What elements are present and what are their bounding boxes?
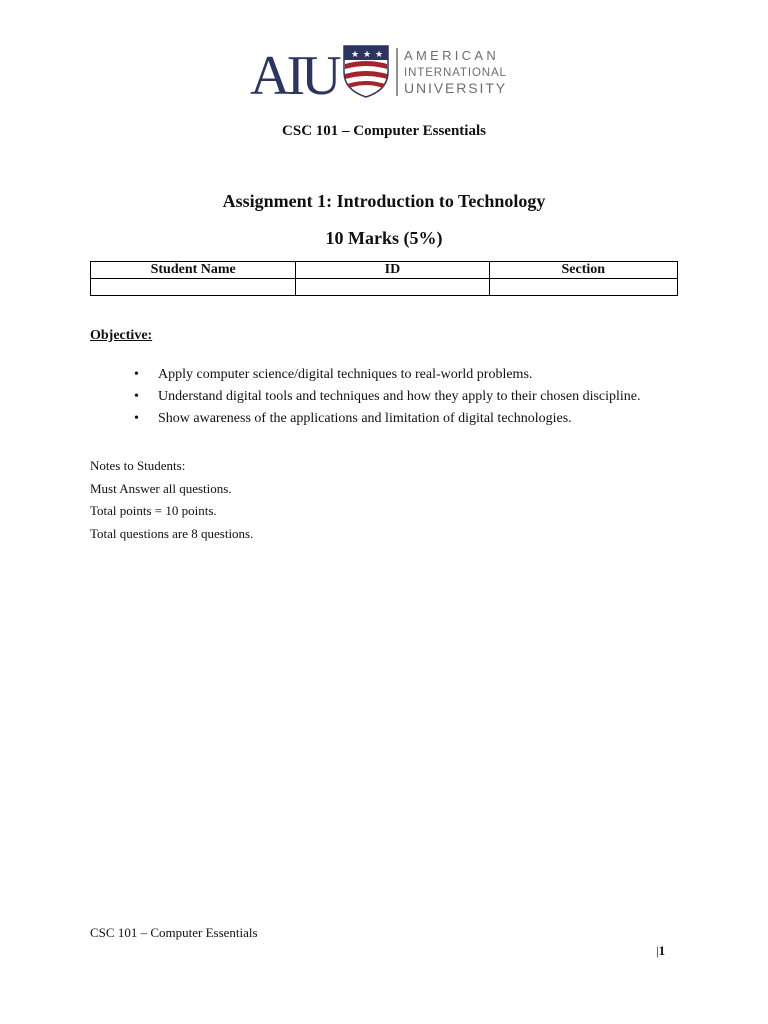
list-item <box>90 365 641 387</box>
list-item <box>90 409 641 431</box>
section-cell[interactable] <box>489 279 677 296</box>
logo-line-university: UNIVERSITY <box>404 80 508 96</box>
notes-line: Must Answer all questions. <box>90 480 232 496</box>
bullet-icon: • <box>134 367 139 382</box>
objective-heading: Objective: <box>90 328 153 343</box>
objective-text: Show awareness of the applications and limitation of digital technologies. <box>158 411 572 426</box>
table-row <box>91 279 678 296</box>
logo-line-american: AMERICAN <box>404 48 500 63</box>
table-header-row <box>91 262 678 279</box>
objective-text: Apply computer science/digital techniques to real-world problems. <box>158 367 533 382</box>
notes-section <box>90 455 253 545</box>
assignment-title: Assignment 1: Introduction to Technology <box>222 191 546 211</box>
logo-mark: AIU <box>250 45 338 100</box>
bullet-icon: • <box>134 411 139 426</box>
shield-icon <box>344 46 388 97</box>
notes-heading: Notes to Students: <box>90 458 186 473</box>
university-logo <box>250 42 520 100</box>
page-separator: | <box>656 943 659 958</box>
svg-text:★: ★ <box>363 49 372 59</box>
page-number <box>656 943 665 959</box>
header-id: ID <box>296 262 489 279</box>
notes-line: Total questions are 8 questions. <box>90 525 254 541</box>
svg-text:★: ★ <box>351 49 360 59</box>
header-section: Section <box>489 262 677 279</box>
marks-title: 10 Marks (5%) <box>325 228 443 248</box>
student-info-table <box>90 261 678 296</box>
objectives-list <box>90 365 641 431</box>
page-number-value: 1 <box>658 943 666 958</box>
course-title: CSC 101 – Computer Essentials <box>282 123 486 139</box>
id-cell[interactable] <box>296 279 489 296</box>
svg-text:★: ★ <box>375 49 384 59</box>
notes-line: Total points = 10 points. <box>90 503 217 518</box>
logo-line-international: INTERNATIONAL <box>404 67 507 79</box>
list-item <box>90 387 641 409</box>
header-student-name: Student Name <box>91 262 296 279</box>
footer-course: CSC 101 – Computer Essentials <box>90 925 258 940</box>
bullet-icon: • <box>134 389 139 404</box>
objective-text: Understand digital tools and techniques and how they apply to their chosen discipline. <box>158 389 641 404</box>
student-name-cell[interactable] <box>91 279 296 296</box>
